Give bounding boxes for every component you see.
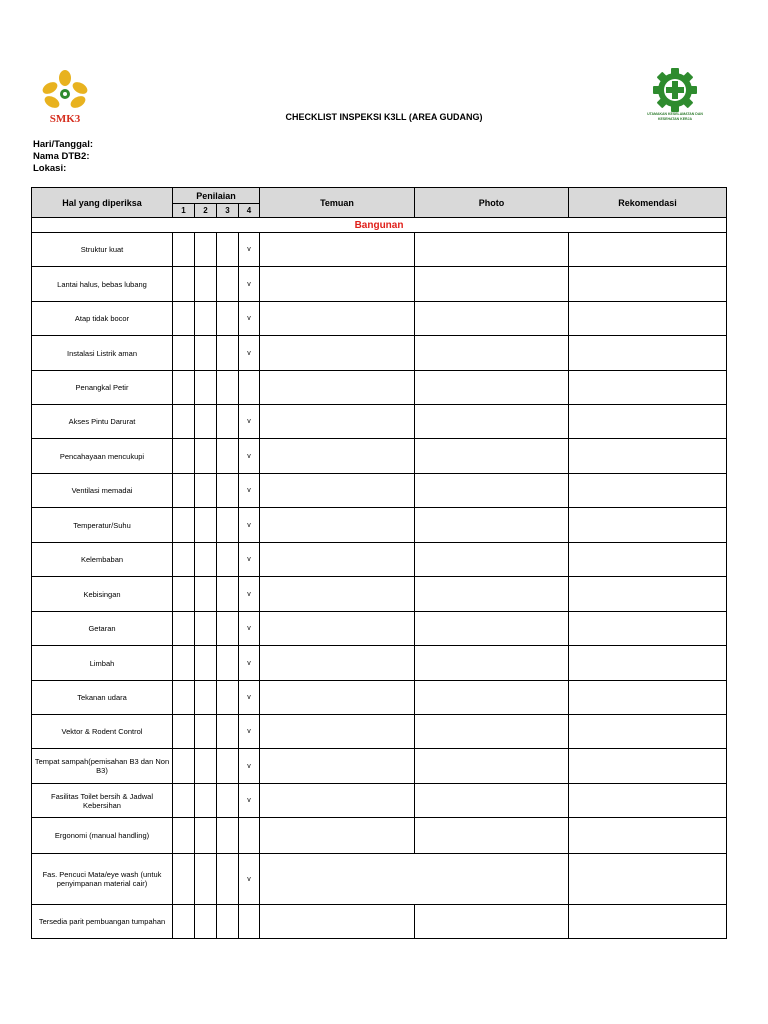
table-row [32, 612, 727, 646]
score-mark[interactable]: v [239, 784, 260, 818]
table-row [32, 543, 727, 577]
header-score: Penilaian [173, 188, 260, 204]
score-cell[interactable] [217, 405, 239, 439]
finding-cell[interactable] [260, 508, 415, 543]
table-row [32, 577, 727, 612]
item-label: Ergonomi (manual handling) [32, 818, 173, 854]
score-cell[interactable] [217, 336, 239, 371]
photo-cell[interactable] [415, 405, 569, 439]
score-cell[interactable] [173, 784, 195, 818]
finding-cell[interactable] [260, 646, 415, 681]
finding-cell[interactable] [260, 233, 415, 267]
score-cell[interactable] [195, 302, 217, 336]
recommendation-cell[interactable] [569, 508, 727, 543]
table-row [32, 336, 727, 371]
score-mark[interactable] [239, 905, 260, 939]
name-label: Nama DTB2: [33, 151, 90, 162]
recommendation-cell[interactable] [569, 405, 727, 439]
item-label: Fas. Pencuci Mata/eye wash (untuk penyimpanan material cair) [32, 854, 173, 905]
finding-cell[interactable] [260, 784, 415, 818]
recommendation-cell[interactable] [569, 715, 727, 749]
item-label: Lantai halus, bebas lubang [32, 267, 173, 302]
score-cell[interactable] [195, 715, 217, 749]
photo-cell[interactable] [415, 508, 569, 543]
score-cell[interactable] [195, 508, 217, 543]
score-cell[interactable] [173, 749, 195, 784]
score-cell[interactable] [173, 612, 195, 646]
score-cell[interactable] [195, 681, 217, 715]
finding-cell[interactable] [260, 577, 415, 612]
finding-cell[interactable] [260, 405, 415, 439]
finding-cell[interactable] [260, 854, 569, 905]
score-mark[interactable]: v [239, 646, 260, 681]
score-cell[interactable] [195, 646, 217, 681]
photo-cell[interactable] [415, 302, 569, 336]
score-cell[interactable] [195, 336, 217, 371]
recommendation-cell[interactable] [569, 854, 727, 905]
score-cell[interactable] [195, 577, 217, 612]
score-level-4: 4 [239, 204, 260, 218]
photo-cell[interactable] [415, 905, 569, 939]
score-cell[interactable] [173, 543, 195, 577]
score-cell[interactable] [195, 405, 217, 439]
item-label: Tersedia parit pembuangan tumpahan [32, 905, 173, 939]
score-mark[interactable]: v [239, 577, 260, 612]
score-cell[interactable] [217, 646, 239, 681]
photo-cell[interactable] [415, 818, 569, 854]
recommendation-cell[interactable] [569, 905, 727, 939]
finding-cell[interactable] [260, 543, 415, 577]
score-cell[interactable] [173, 267, 195, 302]
photo-cell[interactable] [415, 543, 569, 577]
score-mark[interactable]: v [239, 336, 260, 371]
table-row [32, 905, 727, 939]
k3-logo-caption: UTAMAKAN KESELAMATAN DAN KESEHATAN KERJA [647, 112, 703, 121]
recommendation-cell[interactable] [569, 302, 727, 336]
score-cell[interactable] [217, 577, 239, 612]
finding-cell[interactable] [260, 905, 415, 939]
score-cell[interactable] [173, 508, 195, 543]
table-row [32, 439, 727, 474]
photo-cell[interactable] [415, 681, 569, 715]
score-cell[interactable] [195, 612, 217, 646]
smk3-logo-text: SMK3 [49, 113, 81, 125]
item-label: Getaran [32, 612, 173, 646]
photo-cell[interactable] [415, 784, 569, 818]
table-row [32, 302, 727, 336]
recommendation-cell[interactable] [569, 818, 727, 854]
score-cell[interactable] [217, 371, 239, 405]
photo-cell[interactable] [415, 749, 569, 784]
score-cell[interactable] [217, 784, 239, 818]
date-label: Hari/Tanggal: [33, 139, 93, 150]
score-cell[interactable] [173, 405, 195, 439]
score-mark[interactable] [239, 371, 260, 405]
score-mark[interactable]: v [239, 715, 260, 749]
table-row [32, 474, 727, 508]
score-cell[interactable] [173, 854, 195, 905]
score-cell[interactable] [217, 905, 239, 939]
meta-block [33, 139, 93, 175]
recommendation-cell[interactable] [569, 646, 727, 681]
score-cell[interactable] [173, 233, 195, 267]
score-mark[interactable]: v [239, 543, 260, 577]
recommendation-cell[interactable] [569, 784, 727, 818]
score-cell[interactable] [195, 371, 217, 405]
table-row [32, 405, 727, 439]
score-mark[interactable]: v [239, 267, 260, 302]
score-level-3: 3 [217, 204, 239, 218]
score-cell[interactable] [195, 233, 217, 267]
item-label: Temperatur/Suhu [32, 508, 173, 543]
score-mark[interactable]: v [239, 302, 260, 336]
score-cell[interactable] [195, 267, 217, 302]
score-cell[interactable] [173, 371, 195, 405]
table-row [32, 267, 727, 302]
finding-cell[interactable] [260, 818, 415, 854]
item-label: Kelembaban [32, 543, 173, 577]
score-cell[interactable] [173, 474, 195, 508]
table-row [32, 646, 727, 681]
recommendation-cell[interactable] [569, 233, 727, 267]
location-label: Lokasi: [33, 163, 67, 174]
item-label: Struktur kuat [32, 233, 173, 267]
finding-cell[interactable] [260, 371, 415, 405]
recommendation-cell[interactable] [569, 681, 727, 715]
photo-cell[interactable] [415, 267, 569, 302]
score-cell[interactable] [217, 818, 239, 854]
score-level-2: 2 [195, 204, 217, 218]
table-row [32, 818, 727, 854]
finding-cell[interactable] [260, 336, 415, 371]
score-cell[interactable] [195, 543, 217, 577]
score-cell[interactable] [217, 233, 239, 267]
score-cell[interactable] [217, 681, 239, 715]
recommendation-cell[interactable] [569, 439, 727, 474]
finding-cell[interactable] [260, 612, 415, 646]
score-cell[interactable] [173, 336, 195, 371]
score-mark[interactable]: v [239, 508, 260, 543]
score-level-1: 1 [173, 204, 195, 218]
recommendation-cell[interactable] [569, 267, 727, 302]
photo-cell[interactable] [415, 715, 569, 749]
score-cell[interactable] [217, 439, 239, 474]
recommendation-cell[interactable] [569, 577, 727, 612]
photo-cell[interactable] [415, 646, 569, 681]
score-cell[interactable] [217, 302, 239, 336]
recommendation-cell[interactable] [569, 612, 727, 646]
item-label: Akses Pintu Darurat [32, 405, 173, 439]
header-photo: Photo [415, 188, 569, 218]
score-cell[interactable] [195, 474, 217, 508]
table-row [32, 371, 727, 405]
item-label: Instalasi Listrik aman [32, 336, 173, 371]
item-label: Penangkal Petir [32, 371, 173, 405]
score-cell[interactable] [195, 818, 217, 854]
recommendation-cell[interactable] [569, 336, 727, 371]
photo-cell[interactable] [415, 439, 569, 474]
finding-cell[interactable] [260, 267, 415, 302]
section-title: Bangunan [32, 218, 727, 233]
score-mark[interactable]: v [239, 749, 260, 784]
score-cell[interactable] [217, 749, 239, 784]
photo-cell[interactable] [415, 612, 569, 646]
table-row [32, 681, 727, 715]
finding-cell[interactable] [260, 439, 415, 474]
table-row [32, 233, 727, 267]
photo-cell[interactable] [415, 371, 569, 405]
score-cell[interactable] [173, 818, 195, 854]
score-cell[interactable] [195, 439, 217, 474]
item-label: Fasilitas Toilet bersih & Jadwal Kebersihan [32, 784, 173, 818]
score-cell[interactable] [173, 715, 195, 749]
photo-cell[interactable] [415, 474, 569, 508]
score-cell[interactable] [195, 905, 217, 939]
header-finding: Temuan [260, 188, 415, 218]
score-cell[interactable] [217, 854, 239, 905]
score-mark[interactable]: v [239, 439, 260, 474]
score-cell[interactable] [195, 784, 217, 818]
photo-cell[interactable] [415, 233, 569, 267]
table-row [32, 854, 727, 905]
header-recommendation: Rekomendasi [569, 188, 727, 218]
score-cell[interactable] [195, 749, 217, 784]
score-cell[interactable] [173, 681, 195, 715]
score-cell[interactable] [217, 543, 239, 577]
item-label: Tekanan udara [32, 681, 173, 715]
score-cell[interactable] [173, 646, 195, 681]
score-mark[interactable]: v [239, 854, 260, 905]
score-cell[interactable] [217, 508, 239, 543]
item-label: Kebisingan [32, 577, 173, 612]
recommendation-cell[interactable] [569, 749, 727, 784]
photo-cell[interactable] [415, 336, 569, 371]
item-label: Tempat sampah(pemisahan B3 dan Non B3) [32, 749, 173, 784]
checklist-table [31, 187, 727, 939]
table-row [32, 784, 727, 818]
recommendation-cell[interactable] [569, 543, 727, 577]
item-label: Atap tidak bocor [32, 302, 173, 336]
score-cell[interactable] [173, 302, 195, 336]
score-cell[interactable] [195, 854, 217, 905]
photo-cell[interactable] [415, 577, 569, 612]
item-label: Pencahayaan mencukupi [32, 439, 173, 474]
table-row [32, 715, 727, 749]
score-cell[interactable] [173, 577, 195, 612]
score-mark[interactable]: v [239, 612, 260, 646]
score-mark[interactable]: v [239, 474, 260, 508]
score-cell[interactable] [217, 715, 239, 749]
score-mark[interactable]: v [239, 681, 260, 715]
header-item: Hal yang diperiksa [32, 188, 173, 218]
score-mark[interactable] [239, 818, 260, 854]
item-label: Limbah [32, 646, 173, 681]
score-cell[interactable] [217, 474, 239, 508]
score-mark[interactable]: v [239, 405, 260, 439]
finding-cell[interactable] [260, 749, 415, 784]
table-row [32, 749, 727, 784]
item-label: Vektor & Rodent Control [32, 715, 173, 749]
score-cell[interactable] [217, 612, 239, 646]
recommendation-cell[interactable] [569, 371, 727, 405]
score-cell[interactable] [173, 439, 195, 474]
score-cell[interactable] [217, 267, 239, 302]
finding-cell[interactable] [260, 302, 415, 336]
recommendation-cell[interactable] [569, 474, 727, 508]
page-title: CHECKLIST INSPEKSI K3LL (AREA GUDANG) [285, 112, 483, 122]
finding-cell[interactable] [260, 681, 415, 715]
score-cell[interactable] [173, 905, 195, 939]
finding-cell[interactable] [260, 715, 415, 749]
table-row [32, 508, 727, 543]
score-mark[interactable]: v [239, 233, 260, 267]
finding-cell[interactable] [260, 474, 415, 508]
item-label: Ventilasi memadai [32, 474, 173, 508]
